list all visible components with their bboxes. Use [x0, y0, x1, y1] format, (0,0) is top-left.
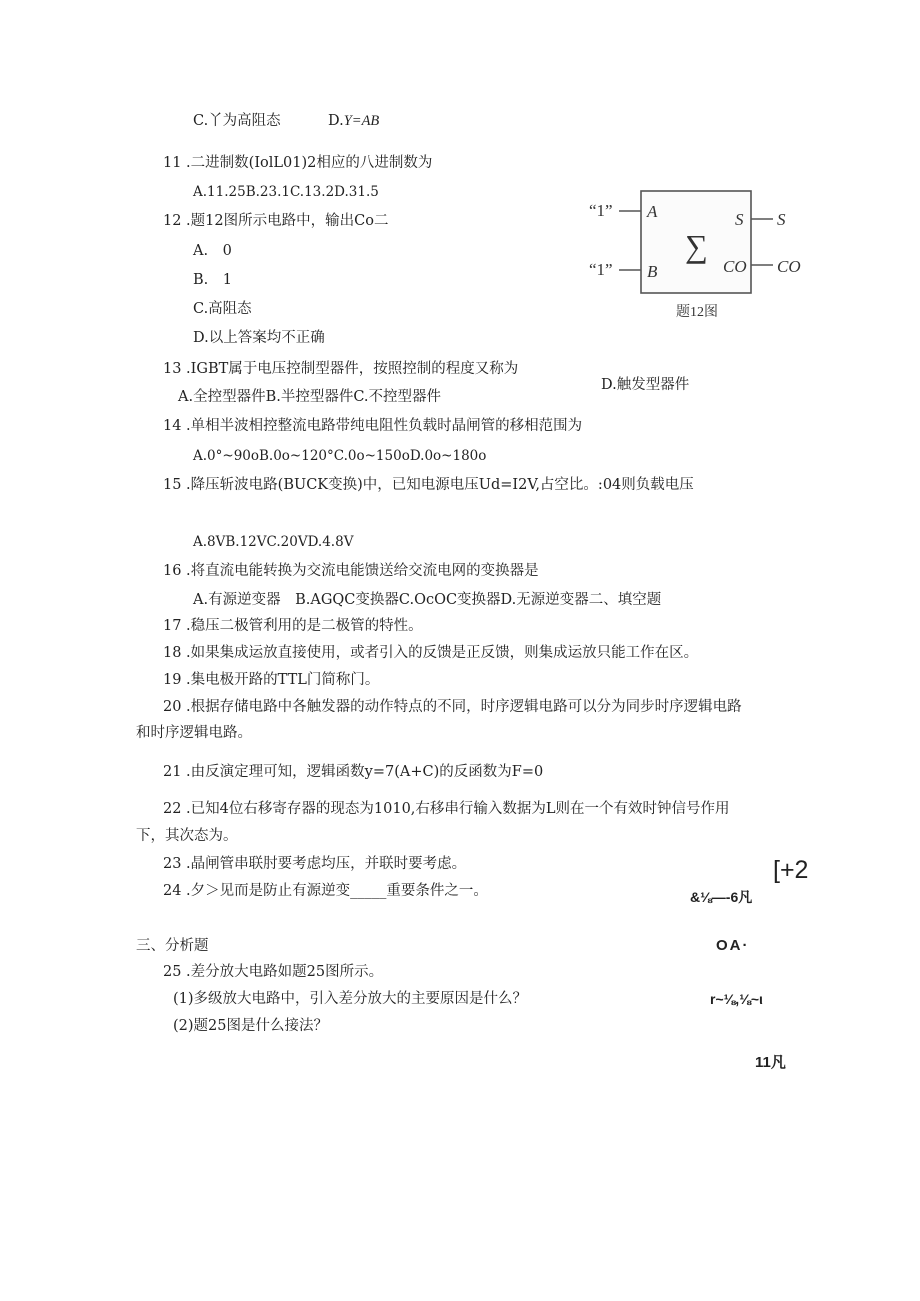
- q13-option-d: D.触发型器件: [601, 377, 690, 393]
- q22-stem-line1: 22 .已知4位右移寄存器的现态为1010,右移串行输入数据为L则在一个有效时钟信号作用: [163, 801, 730, 817]
- q20-stem-line2: 和时序逻辑电路。: [136, 725, 252, 741]
- q19-stem: 19 .集电极开路的TTL门简称门。: [163, 672, 380, 688]
- q18-stem: 18 .如果集成运放直接使用，或者引入的反馈是正反馈，则集成运放只能工作在区。: [163, 645, 699, 661]
- q25-subquestion-2: (2)题25图是什么接法？: [173, 1018, 328, 1034]
- figure-12-caption: 题12图: [676, 305, 718, 320]
- input-a-value: “1”: [589, 201, 613, 220]
- pin-b-label: B: [647, 262, 658, 281]
- q10-option-d-label: D.: [328, 113, 344, 129]
- q15-stem: 15 .降压斩波电路(BUCK变换)中，已知电源电压Ud=I2V,占空比。:04则负载电压: [163, 477, 694, 493]
- pin-a-label: A: [647, 202, 658, 221]
- margin-fragment-2: &⅛—-6凡: [690, 889, 753, 905]
- q23-stem: 23 .晶闸管串联肘要考虑均压，并联时要考虑。: [163, 856, 467, 872]
- q25-stem: 25 .差分放大电路如题25图所示。: [163, 964, 384, 980]
- q13-stem: 13 .IGBT属于电压控制型器件，按照控制的程度又称为: [163, 361, 519, 377]
- q14-options: A.0°~90oB.0o~120°C.0o~150oD.0o~180o: [193, 448, 487, 464]
- q21-stem: 21 .由反演定理可知，逻辑函数y=7(A+C)的反函数为F=0: [163, 764, 544, 780]
- figure-12-adder-diagram: [585, 185, 820, 325]
- margin-fragment-4: r~⅛,⅛~ι: [710, 991, 763, 1007]
- q24-stem: 24 .夕＞见而是防止有源逆变_____重要条件之一。: [163, 883, 488, 899]
- output-s-label: S: [777, 210, 786, 229]
- q17-stem: 17 .稳压二极管利用的是二极管的特性。: [163, 618, 423, 634]
- margin-fragment-5: 11凡: [755, 1054, 786, 1071]
- q20-stem-line1: 20 .根据存储电路中各触发器的动作特点的不同，时序逻辑电路可以分为同步时序逻辑电路: [163, 699, 742, 715]
- q12-option-d: D.以上答案均不正确: [193, 330, 325, 346]
- q10-option-d-expr: Y=AB: [343, 113, 380, 129]
- q12-option-c: C.高阻态: [193, 301, 252, 317]
- q12-stem: 12 .题12图所示电路中，输出Co二: [163, 213, 389, 229]
- q10-option-d: [328, 112, 379, 130]
- input-b-value: “1”: [589, 260, 613, 279]
- q16-stem: 16 .将直流电能转换为交流电能馈送给交流电网的变换器是: [163, 563, 539, 579]
- pin-s-label: S: [735, 210, 744, 229]
- q12-option-b: B. 1: [193, 272, 232, 288]
- section-3-heading: 三、分析题: [136, 938, 209, 954]
- q15-options: A.8VB.12VC.20VD.4.8V: [193, 534, 354, 550]
- pin-co-label: CO: [723, 257, 747, 276]
- q25-subquestion-1: (1)多级放大电路中，引入差分放大的主要原因是什么？: [173, 991, 528, 1007]
- q12-option-a: A. 0: [193, 243, 232, 259]
- q10-option-c: C.丫为高阻态: [193, 113, 281, 129]
- margin-fragment-3: OA·: [716, 937, 750, 954]
- margin-fragment-1: [+2: [773, 856, 809, 884]
- q16-options: A.有源逆变器 B.AGQC变换器C.OcOC变换器D.无源逆变器二、填空题: [193, 592, 662, 608]
- q11-options: A.11.25B.23.1C.13.2D.31.5: [193, 184, 379, 200]
- q11-stem: 11 .二进制数(IolL01)2相应的八进制数为: [163, 155, 433, 171]
- q14-stem: 14 .单相半波相控整流电路带纯电阻性负载时晶闸管的移相范围为: [163, 418, 583, 434]
- sigma-symbol: ∑: [685, 228, 708, 264]
- q13-options-abc: A.全控型器件B.半控型器件C.不控型器件: [178, 389, 442, 405]
- q22-stem-line2: 下，其次态为。: [136, 828, 238, 844]
- output-co-label: CO: [777, 257, 801, 276]
